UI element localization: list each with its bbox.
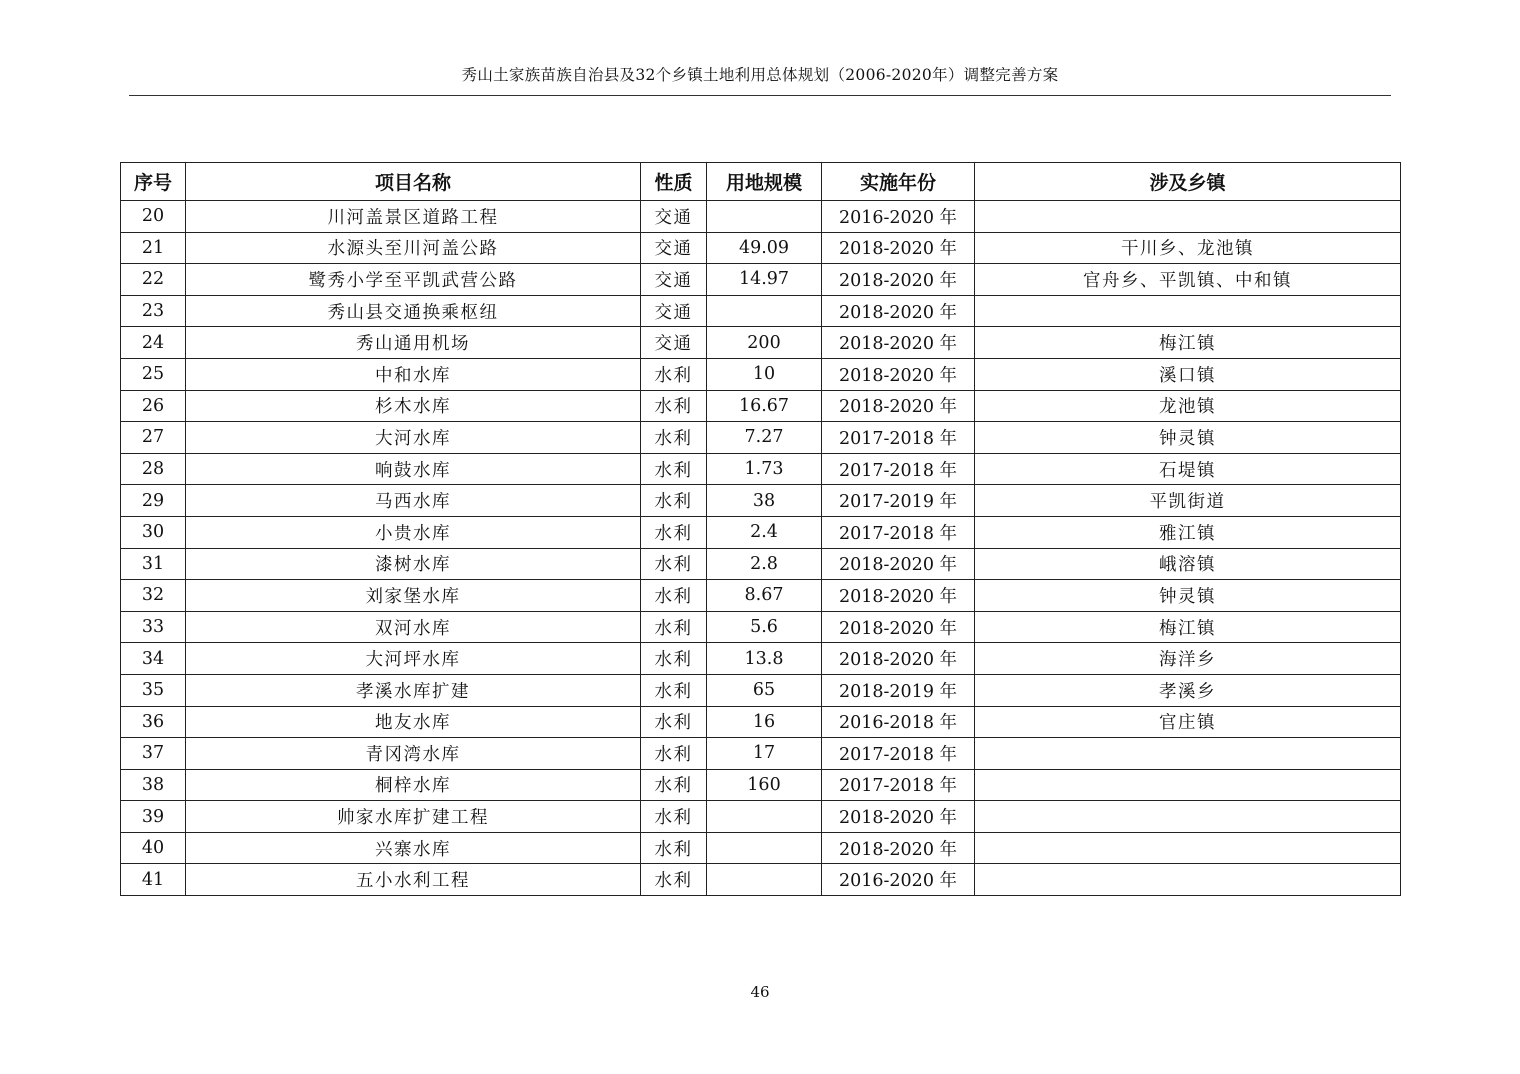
cell-project-name: 水源头至川河盖公路: [186, 232, 641, 264]
cell-years: 2016-2020 年: [822, 201, 975, 233]
cell-years: 2018-2020 年: [822, 295, 975, 327]
cell-project-name: 孝溪水库扩建: [186, 674, 641, 706]
cell-type: 交通: [641, 201, 707, 233]
cell-type: 水利: [641, 801, 707, 833]
cell-project-name: 大河水库: [186, 422, 641, 454]
cell-type: 水利: [641, 516, 707, 548]
cell-project-name: 大河坪水库: [186, 643, 641, 675]
cell-index: 34: [121, 643, 186, 675]
cell-index: 24: [121, 327, 186, 359]
cell-land-scale: 16.67: [707, 390, 822, 422]
cell-years: 2017-2018 年: [822, 453, 975, 485]
table-row: [121, 516, 1401, 548]
cell-years: 2017-2019 年: [822, 485, 975, 517]
column-header-index: 序号: [121, 163, 186, 201]
cell-land-scale: 49.09: [707, 232, 822, 264]
cell-index: 33: [121, 611, 186, 643]
cell-land-scale: 2.8: [707, 548, 822, 580]
cell-type: 水利: [641, 548, 707, 580]
cell-project-name: 五小水利工程: [186, 864, 641, 896]
cell-years: 2017-2018 年: [822, 422, 975, 454]
page-number: 46: [750, 983, 770, 1001]
cell-land-scale: 8.67: [707, 580, 822, 612]
cell-land-scale: 5.6: [707, 611, 822, 643]
cell-towns: 海洋乡: [975, 643, 1401, 675]
cell-land-scale: 1.73: [707, 453, 822, 485]
table-row: [121, 706, 1401, 738]
cell-years: 2018-2020 年: [822, 580, 975, 612]
table-row: [121, 580, 1401, 612]
cell-years: 2016-2018 年: [822, 706, 975, 738]
cell-type: 水利: [641, 674, 707, 706]
cell-type: 水利: [641, 453, 707, 485]
table-row: [121, 358, 1401, 390]
table-row: [121, 864, 1401, 896]
cell-project-name: 桐梓水库: [186, 769, 641, 801]
cell-land-scale: 7.27: [707, 422, 822, 454]
cell-index: 30: [121, 516, 186, 548]
cell-land-scale: 16: [707, 706, 822, 738]
cell-project-name: 响鼓水库: [186, 453, 641, 485]
cell-index: 40: [121, 832, 186, 864]
cell-index: 23: [121, 295, 186, 327]
cell-type: 水利: [641, 611, 707, 643]
cell-land-scale: [707, 295, 822, 327]
cell-towns: 龙池镇: [975, 390, 1401, 422]
cell-index: 29: [121, 485, 186, 517]
cell-years: 2018-2020 年: [822, 611, 975, 643]
table-row: [121, 485, 1401, 517]
table-row: [121, 264, 1401, 296]
cell-index: 25: [121, 358, 186, 390]
cell-land-scale: [707, 201, 822, 233]
table-row: [121, 674, 1401, 706]
cell-type: 水利: [641, 390, 707, 422]
cell-type: 水利: [641, 864, 707, 896]
cell-project-name: 中和水库: [186, 358, 641, 390]
running-header: 秀山土家族苗族自治县及32个乡镇土地利用总体规划（2006-2020年）调整完善方案: [461, 66, 1059, 84]
cell-land-scale: 14.97: [707, 264, 822, 296]
column-header-towns: 涉及乡镇: [975, 163, 1401, 201]
cell-type: 水利: [641, 832, 707, 864]
table-row: [121, 295, 1401, 327]
cell-towns: 溪口镇: [975, 358, 1401, 390]
table-row: [121, 327, 1401, 359]
cell-years: 2018-2020 年: [822, 801, 975, 833]
cell-land-scale: 10: [707, 358, 822, 390]
table-row: [121, 643, 1401, 675]
cell-land-scale: 2.4: [707, 516, 822, 548]
cell-towns: [975, 201, 1401, 233]
cell-type: 交通: [641, 295, 707, 327]
project-table: [120, 162, 1401, 896]
cell-project-name: 杉木水库: [186, 390, 641, 422]
cell-years: 2017-2018 年: [822, 738, 975, 770]
cell-project-name: 兴寨水库: [186, 832, 641, 864]
table-row: [121, 801, 1401, 833]
cell-type: 水利: [641, 358, 707, 390]
table-row: [121, 201, 1401, 233]
cell-type: 交通: [641, 264, 707, 296]
cell-index: 22: [121, 264, 186, 296]
cell-land-scale: [707, 864, 822, 896]
table-row: [121, 738, 1401, 770]
cell-land-scale: 65: [707, 674, 822, 706]
cell-project-name: 马西水库: [186, 485, 641, 517]
cell-type: 交通: [641, 232, 707, 264]
cell-towns: 雅江镇: [975, 516, 1401, 548]
cell-index: 36: [121, 706, 186, 738]
cell-type: 水利: [641, 769, 707, 801]
cell-towns: [975, 769, 1401, 801]
cell-towns: 峨溶镇: [975, 548, 1401, 580]
table-row: [121, 390, 1401, 422]
cell-towns: 平凯街道: [975, 485, 1401, 517]
table-row: [121, 548, 1401, 580]
cell-years: 2018-2020 年: [822, 232, 975, 264]
header-divider: [129, 95, 1391, 96]
cell-project-name: 帅家水库扩建工程: [186, 801, 641, 833]
cell-index: 37: [121, 738, 186, 770]
cell-index: 32: [121, 580, 186, 612]
cell-project-name: 秀山县交通换乘枢纽: [186, 295, 641, 327]
cell-project-name: 秀山通用机场: [186, 327, 641, 359]
cell-land-scale: 38: [707, 485, 822, 517]
cell-towns: [975, 832, 1401, 864]
cell-project-name: 双河水库: [186, 611, 641, 643]
cell-towns: 钟灵镇: [975, 580, 1401, 612]
cell-land-scale: 200: [707, 327, 822, 359]
cell-project-name: 地友水库: [186, 706, 641, 738]
table-row: [121, 611, 1401, 643]
cell-land-scale: [707, 801, 822, 833]
cell-towns: [975, 295, 1401, 327]
cell-type: 水利: [641, 643, 707, 675]
cell-towns: 钟灵镇: [975, 422, 1401, 454]
cell-land-scale: 17: [707, 738, 822, 770]
cell-index: 39: [121, 801, 186, 833]
cell-towns: 官庄镇: [975, 706, 1401, 738]
cell-project-name: 漆树水库: [186, 548, 641, 580]
cell-index: 35: [121, 674, 186, 706]
cell-index: 26: [121, 390, 186, 422]
table-row: [121, 232, 1401, 264]
table-row: [121, 453, 1401, 485]
column-header-type: 性质: [641, 163, 707, 201]
column-header-years: 实施年份: [822, 163, 975, 201]
cell-index: 21: [121, 232, 186, 264]
cell-type: 水利: [641, 706, 707, 738]
cell-index: 20: [121, 201, 186, 233]
cell-towns: [975, 864, 1401, 896]
cell-towns: 梅江镇: [975, 611, 1401, 643]
cell-years: 2018-2020 年: [822, 264, 975, 296]
cell-years: 2017-2018 年: [822, 769, 975, 801]
cell-index: 38: [121, 769, 186, 801]
cell-project-name: 刘家堡水库: [186, 580, 641, 612]
cell-project-name: 小贵水库: [186, 516, 641, 548]
cell-project-name: 鹭秀小学至平凯武营公路: [186, 264, 641, 296]
cell-years: 2018-2020 年: [822, 390, 975, 422]
cell-years: 2016-2020 年: [822, 864, 975, 896]
cell-years: 2018-2020 年: [822, 358, 975, 390]
cell-towns: 官舟乡、平凯镇、中和镇: [975, 264, 1401, 296]
cell-index: 31: [121, 548, 186, 580]
cell-index: 41: [121, 864, 186, 896]
cell-towns: [975, 738, 1401, 770]
table-row: [121, 832, 1401, 864]
cell-years: 2018-2020 年: [822, 643, 975, 675]
cell-type: 水利: [641, 485, 707, 517]
table-body: [121, 201, 1401, 896]
cell-years: 2018-2019 年: [822, 674, 975, 706]
cell-years: 2018-2020 年: [822, 832, 975, 864]
cell-towns: [975, 801, 1401, 833]
column-header-land-scale: 用地规模: [707, 163, 822, 201]
cell-towns: 石堤镇: [975, 453, 1401, 485]
cell-land-scale: 13.8: [707, 643, 822, 675]
cell-project-name: 青冈湾水库: [186, 738, 641, 770]
cell-years: 2017-2018 年: [822, 516, 975, 548]
cell-towns: 干川乡、龙池镇: [975, 232, 1401, 264]
cell-land-scale: [707, 832, 822, 864]
cell-towns: 孝溪乡: [975, 674, 1401, 706]
cell-project-name: 川河盖景区道路工程: [186, 201, 641, 233]
cell-type: 水利: [641, 422, 707, 454]
column-header-project-name: 项目名称: [186, 163, 641, 201]
cell-index: 28: [121, 453, 186, 485]
cell-towns: 梅江镇: [975, 327, 1401, 359]
cell-index: 27: [121, 422, 186, 454]
table-row: [121, 422, 1401, 454]
table-header-row: [121, 163, 1401, 201]
cell-years: 2018-2020 年: [822, 548, 975, 580]
cell-type: 交通: [641, 327, 707, 359]
table-row: [121, 769, 1401, 801]
cell-years: 2018-2020 年: [822, 327, 975, 359]
cell-land-scale: 160: [707, 769, 822, 801]
cell-type: 水利: [641, 580, 707, 612]
cell-type: 水利: [641, 738, 707, 770]
